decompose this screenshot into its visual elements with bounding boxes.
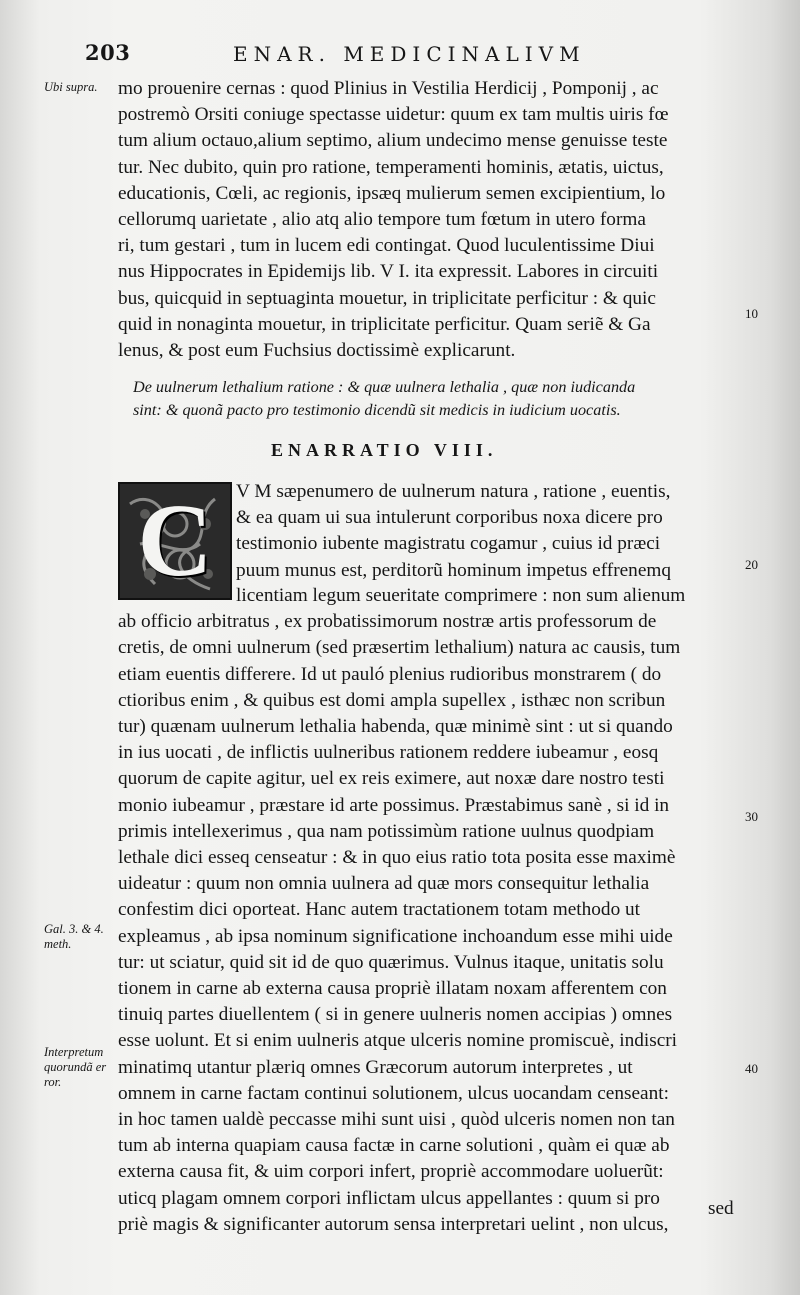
line-number: 40 bbox=[745, 1061, 758, 1076]
text-line: ctioribus enim , & quibus est domi ampla supellex , isthæc non scribun bbox=[118, 689, 666, 711]
text-line: testimonio iubente magistratu cogamur , cuius id præci bbox=[236, 533, 661, 555]
text-line: V M sæpenumero de uulnerum natura , ratione , euentis, bbox=[236, 481, 671, 502]
text-line: priè magis & significanter autorum sensa interpretari uelint , non ulcus, bbox=[118, 1213, 669, 1235]
text-line: uideatur : quum non omnia uulnera ad quæ mors consequitur lethalia bbox=[118, 873, 650, 895]
text-line: postremò Orsiti coniuge spectasse uidetur: quum ex tam multis uiris fœ bbox=[118, 104, 669, 126]
text-line: educationis, Cœli, ac regionis, ipsæq mulierum semen excipientium, lo bbox=[118, 182, 666, 204]
text-line: ri, tum gestari , tum in lucem edi contingat. Quod luculentissime Diui bbox=[118, 235, 655, 257]
line-number: 10 bbox=[745, 306, 758, 321]
margin-note-galen: Gal. 3. & 4. meth. bbox=[44, 922, 104, 951]
text-line: tionem in carne ab externa causa propriè illatam noxam afferentem con bbox=[118, 978, 667, 1000]
text-line: in hoc tamen ualdè peccasse mihi sunt uisi , quòd ulceris nomen non tan bbox=[118, 1109, 675, 1131]
paragraph-main-first-lines bbox=[236, 479, 740, 584]
text-line: tur: ut sciatur, quid sit id de quo quærimus. Vulnus itaque, unitatis solu bbox=[118, 951, 664, 973]
paragraph-main-body bbox=[118, 583, 740, 1238]
text-line: cellorumq uarietate , alio atq alio tempore tum fœtum in utero forma bbox=[118, 209, 646, 231]
text-line: tinuiq partes diuellentem ( si in genere uulneris nomen accipias ) omnes bbox=[118, 1004, 673, 1026]
margin-note-ubi-supra: Ubi supra. bbox=[44, 80, 98, 94]
text-line: etiam euentis differere. Id ut pauló plenius rudioribus monstrarem ( do bbox=[118, 663, 662, 685]
text-line: lenus, & post eum Fuchsius doctissimè explicarunt. bbox=[118, 340, 516, 362]
text-line: tur) quænam uulnerum lethalia habenda, quæ minimè sint : ut si quando bbox=[118, 716, 673, 738]
text-line: bus, quicquid in septuaginta mouetur, in triplicitate perficitur : & quic bbox=[118, 287, 656, 309]
text-line: cretis, de omni uulnerum (sed præsertim lethalium) natura ac causis, tum bbox=[118, 637, 681, 659]
margin-note-interpretum: Interpretum quorundã er ror. bbox=[44, 1045, 107, 1089]
text-line: quid in nonaginta mouetur, in triplicitate perficitur. Quam seriẽ & Ga bbox=[118, 313, 651, 335]
text-line: tum alium octauo,alium septimo, alium undecimo mense genuisse teste bbox=[118, 130, 668, 152]
initial-letter: C bbox=[137, 483, 213, 598]
text-line: licentiam legum seueritate comprimere : non sum alienum bbox=[236, 585, 686, 606]
text-line: mo prouenire cernas : quod Plinius in Vestilia Herdicij , Pomponij , ac bbox=[118, 78, 659, 99]
text-line: quorum de capite agitur, uel ex reis eximere, aut noxæ dare nostro testi bbox=[118, 768, 665, 790]
text-line: uticq plagam omnem corpori inflictam ulcus appellantes : quum si pro bbox=[118, 1187, 660, 1209]
text-line: externa causa fit, & uim corpori infert, propriè accommodare uoluerũt: bbox=[118, 1161, 664, 1183]
page-header bbox=[85, 40, 745, 70]
text-line: puum munus est, perditorũ hominum impetus effrenemq bbox=[236, 559, 672, 581]
text-line: tur. Nec dubito, quin pro ratione, temperamenti hominis, ætatis, uictus, bbox=[118, 156, 664, 178]
line-number: 30 bbox=[745, 809, 758, 824]
line-number: 20 bbox=[745, 557, 758, 572]
text-line: nus Hippocrates in Epidemijs lib. V I. ita expressit. Labores in circuiti bbox=[118, 261, 659, 283]
running-head: ENAR. MEDICINALIVM bbox=[233, 42, 586, 66]
text-line: & ea quam ui sua intulerunt corporibus noxa dicere pro bbox=[236, 507, 663, 529]
text-line: esse uolunt. Et si enim uulneris atque ulceris nomine promiscuè, indiscri bbox=[118, 1030, 678, 1052]
paragraph-opening bbox=[118, 76, 740, 364]
text-line: ab officio arbitratus , ex probatissimorum nostræ artis professorum de bbox=[118, 611, 657, 633]
text-line: lethale dici esseq censeatur : & in quo eius ratio tota posita esse maximè bbox=[118, 847, 676, 869]
catchword: sed bbox=[708, 1198, 734, 1219]
text-line: tum ab interna quapiam causa factæ in carne solutioni , quàm ei quæ ab bbox=[118, 1135, 670, 1157]
text-line: minatimq utantur plæriq omnes Græcorum autorum interpretes , ut bbox=[118, 1056, 633, 1078]
text-line: monio iubeamur , præstare id arte possimus. Præstabimus sanè , si id in bbox=[118, 794, 670, 816]
section-heading: De uulnerum lethalium ratione : & quæ uulnera lethalia , quæ non iudicanda sint: & quonã pacto pro testimonio dicendũ sit medicis in iudicium uocatis. bbox=[133, 378, 636, 419]
text-line: omnem in carne factam continui solutionem, ulcus uocandam censeant: bbox=[118, 1082, 669, 1104]
text-line: expleamus , ab ipsa nominum significatione inchoandum esse mihi uide bbox=[118, 925, 673, 947]
text-line: primis intellexerimus , qua nam potissimùm ratione uulnus quodpiam bbox=[118, 820, 655, 842]
folio-number: 203 bbox=[85, 40, 131, 65]
chapter-title: ENARRATIO VIII. bbox=[271, 440, 498, 460]
text-line: confestim dici oporteat. Hanc autem tractationem totam methodo ut bbox=[118, 899, 641, 921]
text-line: in ius uocati , de inflictis uulneribus rationem reddere iubeamur , eosq bbox=[118, 742, 659, 764]
